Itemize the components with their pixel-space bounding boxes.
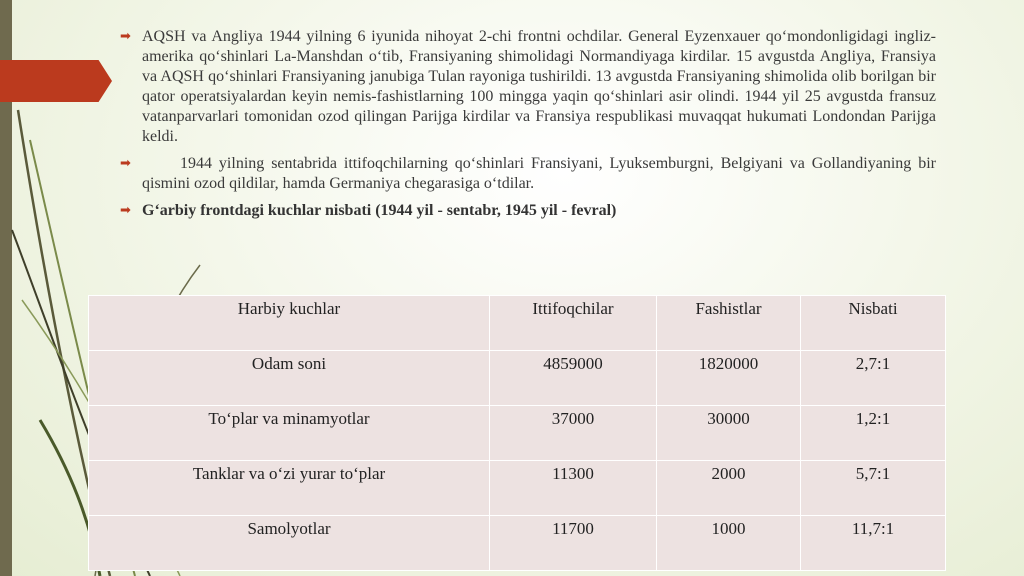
arrow-bullet-icon: ➡ — [120, 156, 131, 171]
table-cell: 11,7:1 — [801, 516, 946, 571]
table-row — [89, 461, 946, 516]
table-cell: 2000 — [657, 461, 801, 516]
arrow-bullet-icon: ➡ — [120, 29, 131, 44]
table-cell: 30000 — [657, 406, 801, 461]
table-cell: 1,2:1 — [801, 406, 946, 461]
table-cell: To‘plar va minamyotlar — [89, 406, 490, 461]
table-cell: 37000 — [490, 406, 657, 461]
table-cell: 1000 — [657, 516, 801, 571]
table-cell: 11300 — [490, 461, 657, 516]
table-caption: G‘arbiy frontdagi kuchlar nisbati (1944 yil - sentabr, 1945 yil - fevral) — [142, 202, 617, 219]
table-row — [89, 351, 946, 406]
table-cell: Odam soni — [89, 351, 490, 406]
table-header-cell: Ittifoqchilar — [490, 296, 657, 351]
table-cell: Samolyotlar — [89, 516, 490, 571]
table-cell: 4859000 — [490, 351, 657, 406]
table-cell: 2,7:1 — [801, 351, 946, 406]
table-header-cell: Harbiy kuchlar — [89, 296, 490, 351]
bullet-item — [120, 201, 936, 221]
table-cell: 5,7:1 — [801, 461, 946, 516]
table-header-cell: Nisbati — [801, 296, 946, 351]
table-cell: 1820000 — [657, 351, 801, 406]
table-row — [89, 516, 946, 571]
table-cell: Tanklar va o‘zi yurar to‘plar — [89, 461, 490, 516]
arrow-bullet-icon: ➡ — [120, 203, 131, 218]
table-row — [89, 406, 946, 461]
bullet-item — [120, 154, 936, 194]
slide-content — [120, 27, 936, 228]
table-cell: 11700 — [490, 516, 657, 571]
bullet-text: AQSH va Angliya 1944 yilning 6 iyunida nihoyat 2-chi frontni ochdilar. General Eyzenxauer qo‘mondonligidagi ingliz-amerika qo‘shinlari La-Manshdan o‘tib, Fransiyaning shimolidagi Normandiyaga kirdilar. 15 avgustda Angliya, Fransiya va AQSH qo‘shinlari Fransiyaning janubiga Tulan rayoniga tushirildi. 13 avgustda Fransiyaning shimolida olib borilgan bir qator operatsiyalardan keyin nemis-fashistlarning 100 mingga yaqin qo‘shinlari asir olindi. 1944 yil 25 avgustda fransuz vatanparvarlari tomonidan ozod qilingan Parijga kirdilar va Fransiya respublikasi muvaqqat hukumati Londondan Parijga keldi. — [142, 28, 936, 145]
table-header-cell: Fashistlar — [657, 296, 801, 351]
table-header-row — [89, 296, 946, 351]
forces-table — [88, 295, 946, 571]
bullet-text: 1944 yilning sentabrida ittifoqchilarning qo‘shinlari Fransiyani, Lyuksemburgni, Belgiyani va Gollandiyaning bir qismini ozod qildilar, hamda Germaniya chegarasiga o‘tdilar. — [142, 155, 936, 192]
bullet-item — [120, 27, 936, 147]
